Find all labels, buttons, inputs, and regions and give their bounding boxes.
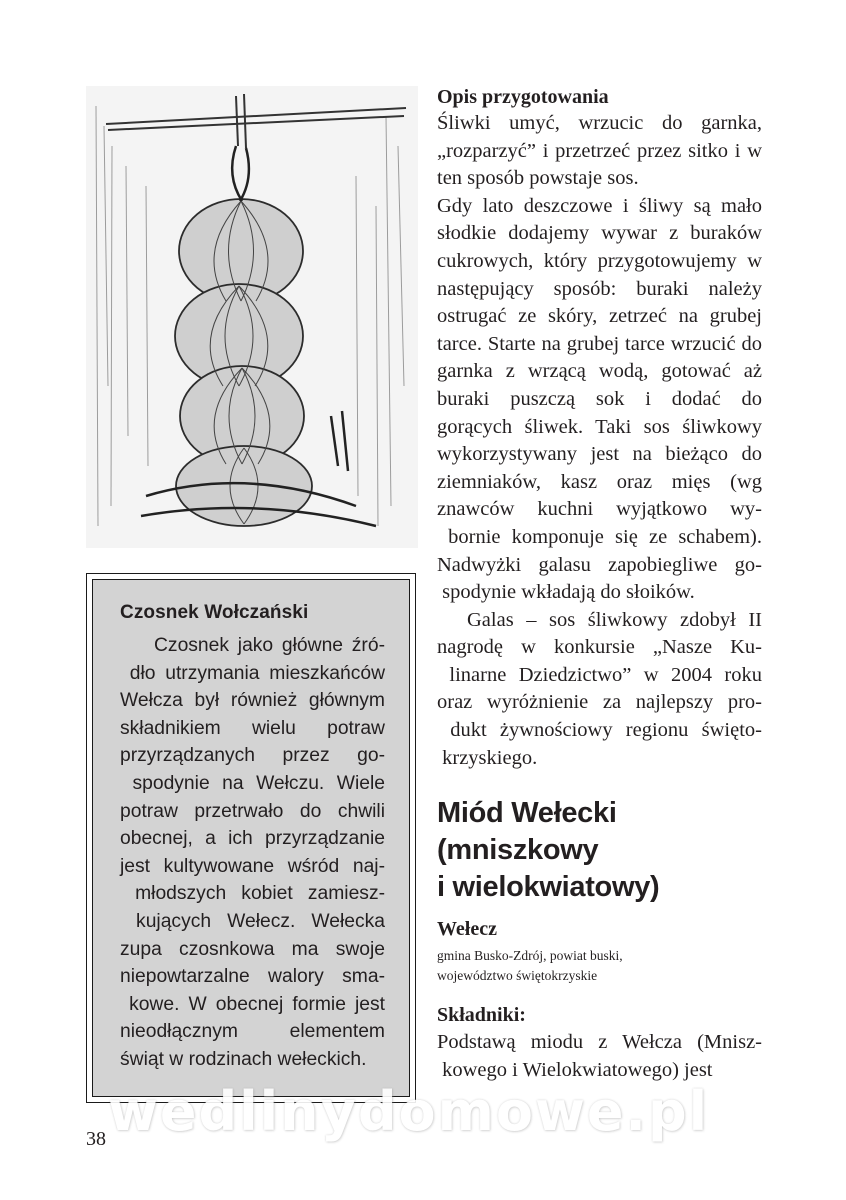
page-number: 38	[86, 1128, 106, 1150]
ingredients-heading: Składniki:	[437, 1004, 526, 1027]
ingredients-text: Podstawą miodu z Wełcza (Mnisz- kowego i Wielokwiatowego) jest	[437, 1031, 762, 1081]
sidebar-panel	[92, 579, 410, 1097]
preparation-heading: Opis przygotowania	[437, 86, 609, 108]
honey-location-line-2: województwo świętokrzyskie	[437, 968, 598, 984]
sidebar-body: Czosnek jako główne źró- dło utrzymania mieszkańców Wełcza był również głównym składnikiem wielu potraw przyrządzanych przez go- spodynie na Wełczu. Wiele potraw przetrwało do chwili obecnej, a ich przyrządzanie jest kultywowane wśród naj- młodszych kobiet zamiesz- kujących Wełecz. Wełecka zupa czosnkowa ma swoje niepowtarzalne walory sma- kowe. W obecnej formie jest nieodłącznym elementem świąt w rodzinach wełeckich.	[120, 635, 385, 1070]
honey-title-line-1: Miód Wełecki	[437, 797, 617, 830]
honey-location-line-1: gmina Busko-Zdrój, powiat buski,	[437, 948, 623, 964]
honey-title-line-2: (mniszkowy	[437, 834, 599, 867]
honey-place: Wełecz	[437, 918, 497, 941]
main-column	[437, 84, 762, 1084]
garlic-braid-sketch-icon	[86, 86, 418, 548]
honey-title-line-3: i wielokwiatowy)	[437, 871, 660, 904]
sidebar-box	[86, 573, 416, 1103]
preparation-paragraph-3: Galas – sos śliwkowy zdobył II nagrodę w konkursie „Nasze Ku- linarne Dziedzictwo” w 2004 roku oraz wyróżnienie za najlepszy pro- dukt żywnościowy regionu święto- krzyskiego.	[437, 608, 762, 769]
garlic-sketch-illustration	[86, 86, 418, 548]
honey-title	[437, 795, 762, 906]
watermark: wedlinydomowe.pl	[108, 1080, 710, 1143]
preparation-paragraph-2: Gdy lato deszczowe i śliwy są mało słodkie dodajemy wywar z buraków cukrowych, który przygotowujemy w następujący sposób: buraki należy ostrugać ze skóry, zetrzeć na grubej tarce. Starte na grubej tarce wrzucić do garnka z wrzącą wodą, gotować aż buraki puszczą sok i dodać do gorących śliwek. Taki sos śliwkowy wykorzystywany jest na bieżąco do ziemniaków, kasz oraz mięs (wg znawców kuchni wyjątkowo wy- bornie komponuje się ze schabem). Nadwyżki galasu zapobiegliwe go- spodynie wkładają do słoików.	[437, 194, 762, 604]
preparation-paragraph-1: Śliwki umyć, wrzucic do garnka, „rozparzyć” i przetrzeć przez sitko i w ten sposób powstaje sos.	[437, 112, 762, 190]
sidebar-title: Czosnek Wołczański	[120, 602, 309, 623]
